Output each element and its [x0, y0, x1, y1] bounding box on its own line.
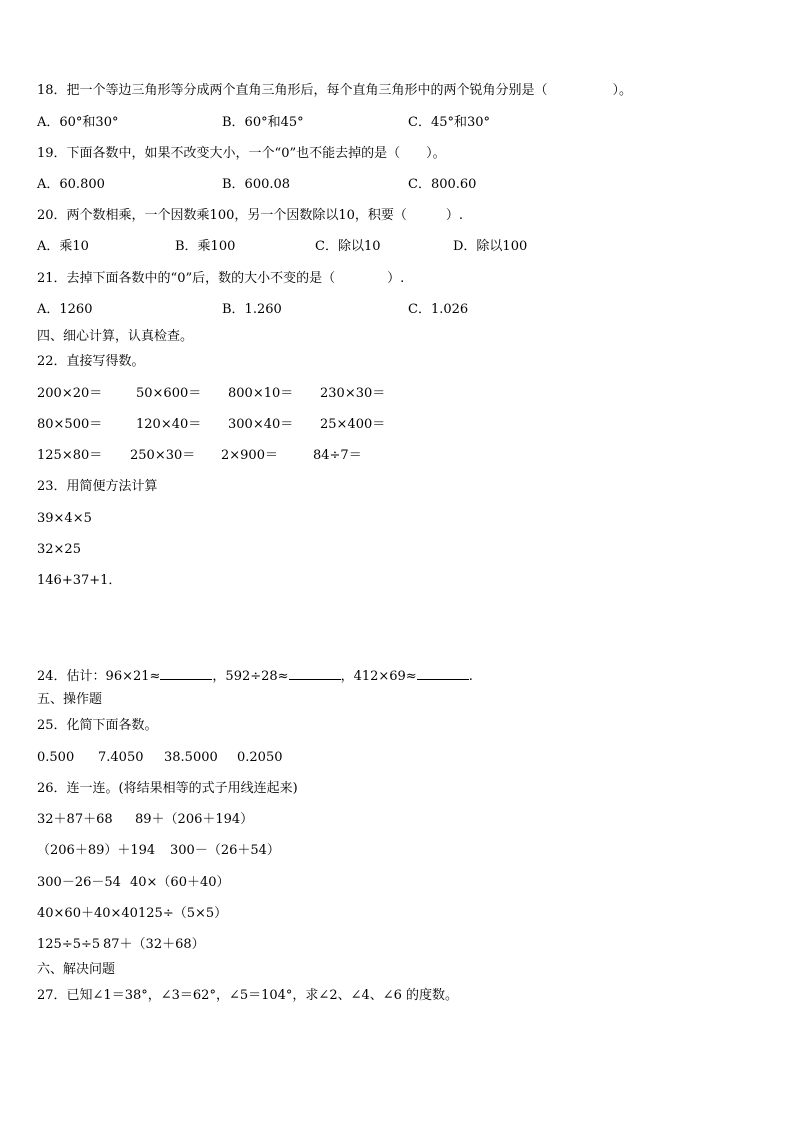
question-25-stem: 25．化简下面各数。 [37, 718, 158, 733]
simplify-item: 39×4×5 [37, 511, 92, 526]
calc-item: 250×30＝ [130, 448, 196, 463]
calc-item: 230×30＝ [320, 386, 386, 401]
decimal-item: 7.4050 [98, 750, 144, 765]
question-20-option-c: C．除以10 [315, 239, 381, 254]
answer-blank[interactable] [417, 667, 469, 680]
match-right-item: 40×（60＋40） [130, 875, 230, 890]
calc-item: 25×400＝ [320, 417, 386, 432]
calc-item: 200×20＝ [37, 386, 103, 401]
question-24-prefix: 24．估计：96×21≈ [37, 669, 161, 684]
calc-item: 2×900＝ [221, 448, 278, 463]
calc-item: 300×40＝ [228, 417, 294, 432]
match-right-item: 300－（26＋54） [170, 843, 280, 858]
question-20-option-b: B．乘100 [175, 239, 236, 254]
calc-item: 80×500＝ [37, 417, 103, 432]
match-right-item: 87＋（32＋68） [103, 937, 205, 952]
question-24-mid2: ，412×69≈ [340, 669, 417, 684]
question-18-option-c: C．45°和30° [408, 115, 491, 130]
question-27-stem: 27．已知∠1＝38°，∠3＝62°，∠5＝104°，求∠2、∠4、∠6 的度数。 [37, 988, 459, 1003]
calc-item: 120×40＝ [136, 417, 202, 432]
question-22-stem: 22．直接写得数。 [37, 354, 145, 369]
question-18-stem: 18．把一个等边三角形等分成两个直角三角形后，每个直角三角形中的两个锐角分别是（ ）。 [37, 83, 633, 98]
match-left-item: 300－26－54 [37, 875, 121, 890]
calc-item: 800×10＝ [228, 386, 294, 401]
question-21-stem: 21．去掉下面各数中的“0”后，数的大小不变的是（ ）. [37, 271, 405, 286]
question-24-mid1: ，592÷28≈ [212, 669, 289, 684]
decimal-item: 38.5000 [164, 750, 218, 765]
question-20-stem: 20．两个数相乘，一个因数乘100，另一个因数除以10，积要（ ）. [37, 208, 464, 223]
question-18-option-a: A．60°和30° [37, 115, 119, 130]
question-19-stem: 19．下面各数中，如果不改变大小，一个“0”也不能去掉的是（ ）。 [37, 146, 446, 161]
question-19-option-a: A．60.800 [37, 177, 105, 192]
question-26-stem: 26．连一连。(将结果相等的式子用线连起来) [37, 781, 298, 796]
question-24-suffix: . [468, 669, 473, 684]
calc-item: 50×600＝ [136, 386, 202, 401]
match-left-item: 125÷5÷5 [37, 937, 101, 952]
section-5-heading: 五、操作题 [37, 692, 103, 707]
calc-item: 84÷7＝ [313, 448, 362, 463]
section-4-heading: 四、细心计算，认真检查。 [37, 329, 194, 344]
question-18-option-b: B．60°和45° [222, 115, 304, 130]
question-23-stem: 23．用简便方法计算 [37, 479, 158, 494]
question-24 [37, 667, 473, 685]
question-21-option-a: A．1260 [37, 302, 93, 317]
question-21-option-c: C．1.026 [408, 302, 469, 317]
match-left-item: 32＋87＋68 [37, 812, 113, 827]
decimal-item: 0.500 [37, 750, 75, 765]
match-left-item: 40×60＋40×40 [37, 906, 138, 921]
question-19-option-b: B．600.08 [222, 177, 291, 192]
match-left-item: （206＋89）＋194 [37, 843, 156, 858]
decimal-item: 0.2050 [237, 750, 283, 765]
question-21-option-b: B．1.260 [222, 302, 282, 317]
question-19-option-c: C．800.60 [408, 177, 477, 192]
answer-blank[interactable] [289, 667, 341, 680]
calc-item: 125×80＝ [37, 448, 103, 463]
match-right-item: 89＋（206＋194） [135, 812, 254, 827]
match-right-item: 125÷（5×5） [138, 906, 228, 921]
question-20-option-a: A．乘10 [37, 239, 89, 254]
answer-blank[interactable] [160, 667, 212, 680]
simplify-item: 146+37+1． [37, 573, 122, 588]
question-20-option-d: D．除以100 [453, 239, 528, 254]
section-6-heading: 六、解决问题 [37, 962, 116, 977]
simplify-item: 32×25 [37, 542, 81, 557]
